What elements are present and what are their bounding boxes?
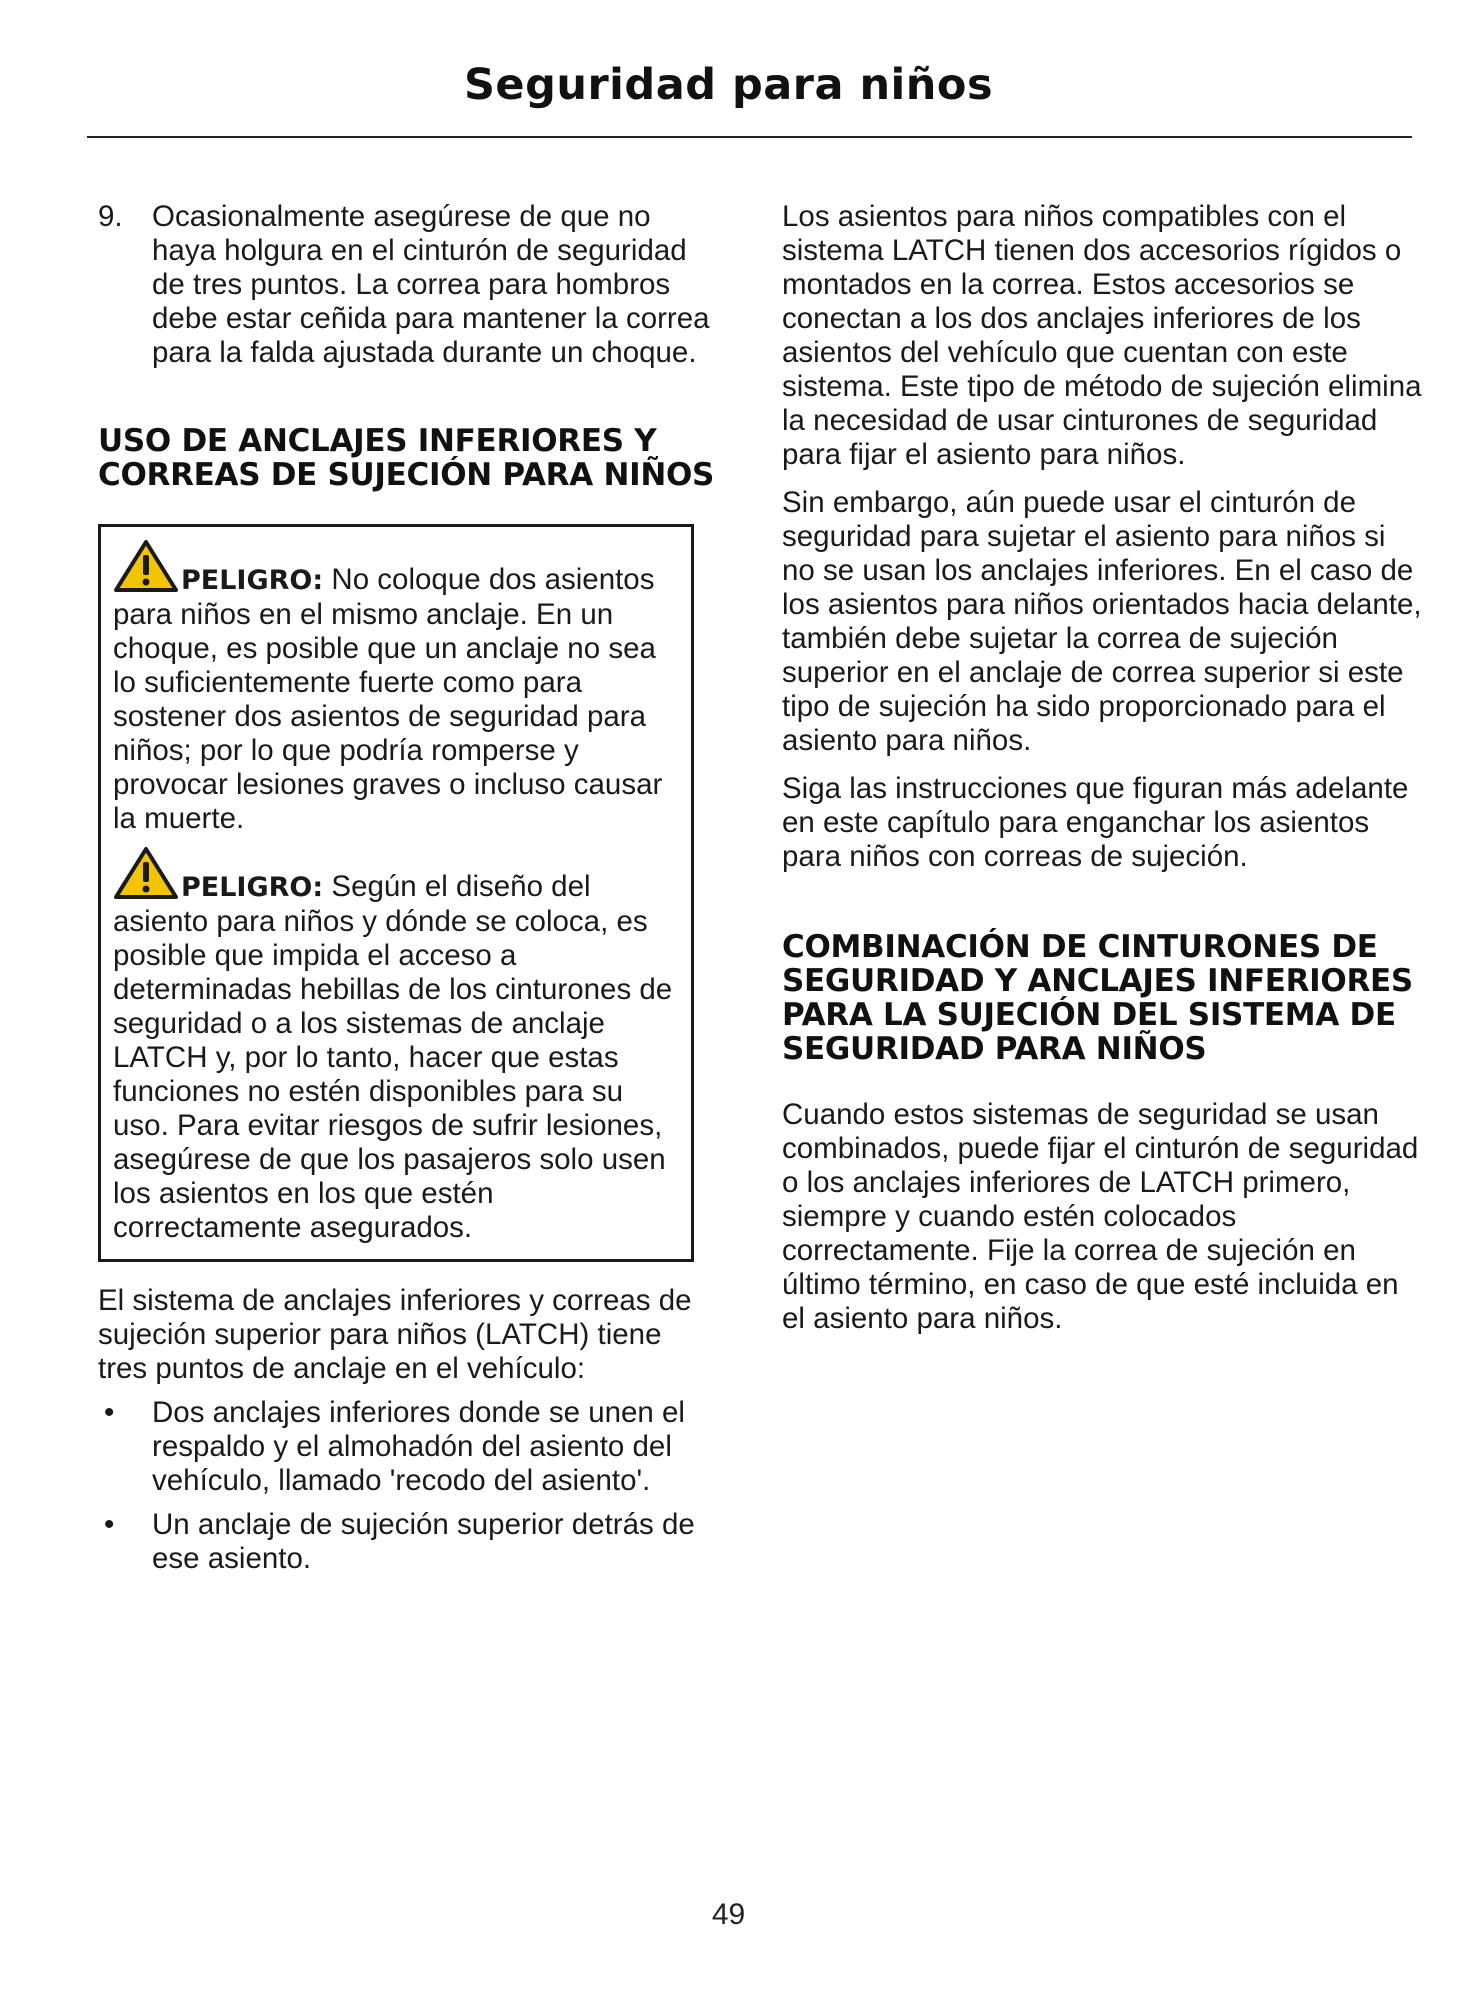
page-number: 49: [711, 1898, 746, 1931]
warning-box: [98, 524, 694, 1262]
numbered-item-9: [98, 200, 718, 370]
warning-triangle-icon: [113, 539, 179, 593]
paragraph: Los asientos para niños compatibles con el sistema LATCH tienen dos accesorios rígidos o montados en la correa. Estos accesorios se conectan a los dos anclajes inferiores de los asientos del vehículo que cuentan con este sistema. Este tipo de método de sujeción elimina la necesidad de usar cinturones de seguridad para fijar el asiento para niños.: [782, 200, 1422, 471]
warning-label: PELIGRO:: [181, 872, 324, 903]
warning-text: No coloque dos asientos para niños en el mismo anclaje. En un choque, es posible que un anclaje no sea lo suficientemente fuerte como para sostener dos asientos de seguridad para niños; por lo que podría romperse y provocar lesiones graves o incluso causar la muerte.: [113, 563, 663, 835]
paragraph: Sin embargo, aún puede usar el cinturón de seguridad para sujetar el asiento para niños si no se usan los anclajes inferiores. En el caso de los asientos para niños orientados hacia delante, también debe sujetar la correa de sujeción superior en el anclaje de correa superior si este tipo de sujeción ha sido proporcionado para el asiento para niños.: [782, 486, 1422, 757]
list-item-text: Dos anclajes inferiores donde se unen el respaldo y el almohadón del asiento del vehículo, llamado 'recodo del asiento'.: [152, 1396, 685, 1497]
paragraph: Cuando estos sistemas de seguridad se usan combinados, puede fijar el cinturón de seguridad o los anclajes inferiores de LATCH primero, siempre y cuando estén colocados correctamente. Fije la correa de sujeción en último término, en caso de que esté incluida en el asiento para niños.: [782, 1098, 1419, 1335]
warning-triangle-icon: [113, 846, 179, 900]
item-text: Ocasionalmente asegúrese de que no haya holgura en el cinturón de seguridad de tres puntos. La correa para hombros debe estar ceñida para mantener la correa para la falda ajustada durante un choque.: [152, 200, 710, 369]
section-heading-combination: COMBINACIÓN DE CINTURONES DE SEGURIDAD Y ANCLAJES INFERIORES PARA LA SUJECIÓN DEL SISTEMA DE SEGURIDAD PARA NIÑOS: [782, 929, 1413, 1067]
warning-2: [113, 846, 679, 1245]
item-number: 9.: [98, 200, 123, 233]
right-column: [782, 200, 1422, 1336]
left-column: [98, 200, 718, 1576]
paragraph: Siga las instrucciones que figuran más adelante en este capítulo para enganchar los asientos para niños con correas de sujeción.: [782, 772, 1409, 873]
page-title: Seguridad para niños: [463, 60, 994, 110]
list-item-text: Un anclaje de sujeción superior detrás de ese asiento.: [152, 1508, 695, 1575]
list-item: [98, 1508, 718, 1576]
list-item: [98, 1396, 718, 1498]
latch-intro: El sistema de anclajes inferiores y correas de sujeción superior para niños (LATCH) tiene tres puntos de anclaje en el vehículo:: [98, 1284, 692, 1385]
bullet-glyph: •: [104, 1508, 115, 1541]
warning-1: [113, 539, 679, 836]
warning-label: PELIGRO:: [181, 565, 324, 596]
warning-text: Según el diseño del asiento para niños y dónde se coloca, es posible que impida el acceso a determinadas hebillas de los cinturones de seguridad o a los sistemas de anclaje LATCH y, por lo tanto, hacer que estas funciones no estén disponibles para su uso. Para evitar riesgos de sufrir lesiones, asegúrese de que los pasajeros solo usen los asientos en los que estén correctamente asegurados.: [113, 870, 673, 1244]
title-divider: [87, 136, 1412, 138]
anchor-list: [98, 1396, 718, 1576]
bullet-glyph: •: [104, 1396, 115, 1429]
section-heading-latch: USO DE ANCLAJES INFERIORES Y CORREAS DE SUJECIÓN PARA NIÑOS: [98, 423, 715, 493]
